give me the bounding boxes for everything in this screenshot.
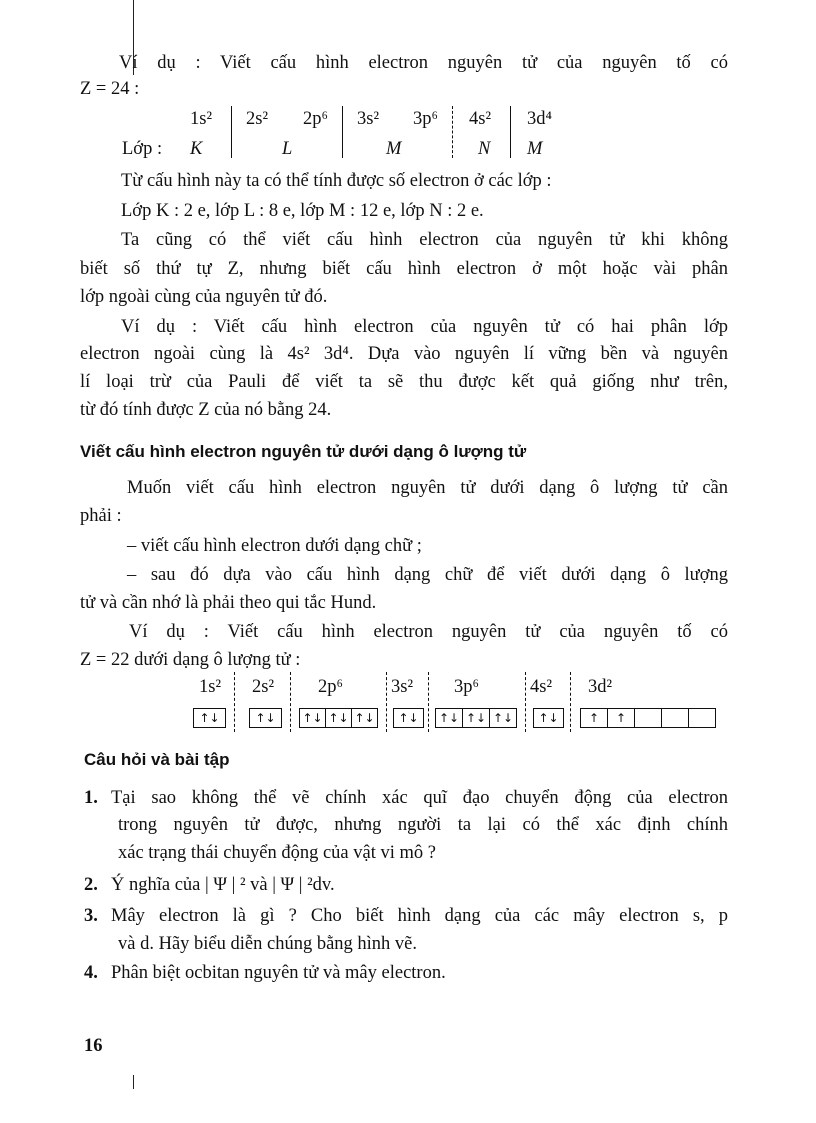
shell-k: K: [190, 139, 203, 159]
orbital-divider: [234, 672, 235, 732]
orbital-cell: ↑↓: [398, 711, 419, 725]
orbital-cell: [689, 709, 715, 727]
config-2p: 2p⁶: [303, 109, 328, 129]
config-3d: 3d⁴: [527, 109, 552, 129]
question-number: 2.: [84, 875, 98, 895]
para3-line1: Muốn viết cấu hình electron nguyên tử dưới dạng ô lượng tử cần: [127, 478, 728, 498]
bullet2-line1: – sau đó dựa vào cấu hình dạng chữ để viết dưới dạng ô lượng: [127, 565, 728, 585]
example1-after1: Từ cấu hình này ta có thể tính được số electron ở các lớp :: [121, 171, 552, 191]
config-4s: 4s²: [469, 109, 491, 129]
shell-divider: [510, 106, 511, 158]
orbital-label-2p: 2p⁶: [318, 677, 343, 697]
para2-line2: electron ngoài cùng là 4s² 3d⁴. Dựa vào nguyên lí vững bền và nguyên: [80, 344, 728, 364]
shell-m: M: [386, 139, 402, 159]
orbital-label-2s: 2s²: [252, 677, 274, 697]
question-4-line1: Phân biệt ocbitan nguyên tử và mây electron.: [111, 963, 446, 983]
orbital-cell: ↑↓: [300, 709, 326, 727]
orbital-cell: ↑↓: [436, 709, 463, 727]
question-2-line1: Ý nghĩa của | Ψ | ² và | Ψ | ²dv.: [111, 875, 335, 895]
cell-2p: [299, 708, 378, 728]
example1-line2: Z = 24 :: [80, 79, 140, 99]
para3-line2: phải :: [80, 506, 122, 526]
orbital-divider: [570, 672, 571, 732]
orbital-label-1s: 1s²: [199, 677, 221, 697]
example2-line2: Z = 22 dưới dạng ô lượng tử :: [80, 650, 301, 670]
para2-line1: Ví dụ : Viết cấu hình electron của nguyên tử có hai phân lớp: [121, 317, 728, 337]
para2-line3: lí loại trừ của Pauli để viết ta sẽ thu được kết quả giống như trên,: [80, 372, 728, 392]
question-1-line2: trong nguyên tử được, nhưng người ta lại có thể xác định chính: [118, 815, 728, 835]
config-3p: 3p⁶: [413, 109, 438, 129]
bullet1: – viết cấu hình electron dưới dạng chữ ;: [127, 536, 422, 556]
question-1-line3: xác trạng thái chuyển động của vật vi mô ?: [118, 843, 436, 863]
config-1s: 1s²: [190, 109, 212, 129]
orbital-divider: [290, 672, 291, 732]
shell-prefix: Lớp :: [122, 139, 163, 159]
bullet2-line2: tử và cần nhớ là phải theo qui tắc Hund.: [80, 593, 377, 613]
example2-line1: Ví dụ : Viết cấu hình electron nguyên tử của nguyên tố có: [129, 622, 728, 642]
example1-after2: Lớp K : 2 e, lớp L : 8 e, lớp M : 12 e, lớp N : 2 e.: [121, 201, 484, 221]
cell-3d: [580, 708, 716, 728]
cell-3s: [393, 708, 424, 728]
orbital-cell: ↑: [581, 709, 608, 727]
orbital-cell: ↑↓: [354, 711, 375, 725]
margin-line-bottom: [133, 1075, 134, 1089]
orbital-divider: [386, 672, 387, 732]
shell-m2: M: [527, 139, 543, 159]
para2-line4: từ đó tính được Z của nó bằng 24.: [80, 400, 332, 420]
question-number: 3.: [84, 906, 98, 926]
para1-line2: biết số thứ tự Z, nhưng biết cấu hình electron ở một hoặc vài phân: [80, 259, 728, 279]
shell-divider: [452, 106, 453, 158]
orbital-cell: ↑↓: [538, 711, 559, 725]
orbital-cell: ↑↓: [463, 709, 490, 727]
orbital-divider: [525, 672, 526, 732]
question-3-line1: Mây electron là gì ? Cho biết hình dạng của các mây electron s, p: [111, 906, 728, 926]
question-number: 1.: [84, 788, 98, 808]
question-1-line1: Tại sao không thể vẽ chính xác quĩ đạo chuyển động của electron: [111, 788, 728, 808]
shell-n: N: [478, 139, 491, 159]
para1-line3: lớp ngoài cùng của nguyên tử đó.: [80, 287, 328, 307]
orbital-label-3p: 3p⁶: [454, 677, 479, 697]
cell-1s: [193, 708, 226, 728]
orbital-divider: [428, 672, 429, 732]
orbital-label-3s: 3s²: [391, 677, 413, 697]
shell-l: L: [282, 139, 293, 159]
orbital-cell: [662, 709, 689, 727]
orbital-cell: ↑↓: [492, 711, 514, 725]
question-number: 4.: [84, 963, 98, 983]
question-3-line2: và d. Hãy biểu diễn chúng bằng hình vẽ.: [118, 934, 418, 954]
shell-divider: [342, 106, 343, 158]
cell-2s: [249, 708, 282, 728]
orbital-cell: ↑↓: [255, 711, 276, 725]
orbital-cell: ↑↓: [326, 709, 352, 727]
para1-line1: Ta cũng có thể viết cấu hình electron của nguyên tử khi không: [121, 230, 728, 250]
section-heading-quantum-cells: Viết cấu hình electron nguyên tử dưới dạng ô lượng tử: [80, 442, 527, 461]
orbital-cell: ↑↓: [199, 711, 220, 725]
cell-4s: [533, 708, 564, 728]
example1-line1: Ví dụ : Viết cấu hình electron nguyên tử của nguyên tố có: [119, 53, 728, 73]
config-2s: 2s²: [246, 109, 268, 129]
orbital-cell: ↑: [608, 709, 635, 727]
page-number: 16: [84, 1036, 103, 1056]
orbital-cell: [635, 709, 662, 727]
section-heading-questions: Câu hỏi và bài tập: [84, 750, 230, 769]
orbital-label-4s: 4s²: [530, 677, 552, 697]
config-3s: 3s²: [357, 109, 379, 129]
shell-divider: [231, 106, 232, 158]
cell-3p: [435, 708, 517, 728]
orbital-label-3d: 3d²: [588, 677, 613, 697]
